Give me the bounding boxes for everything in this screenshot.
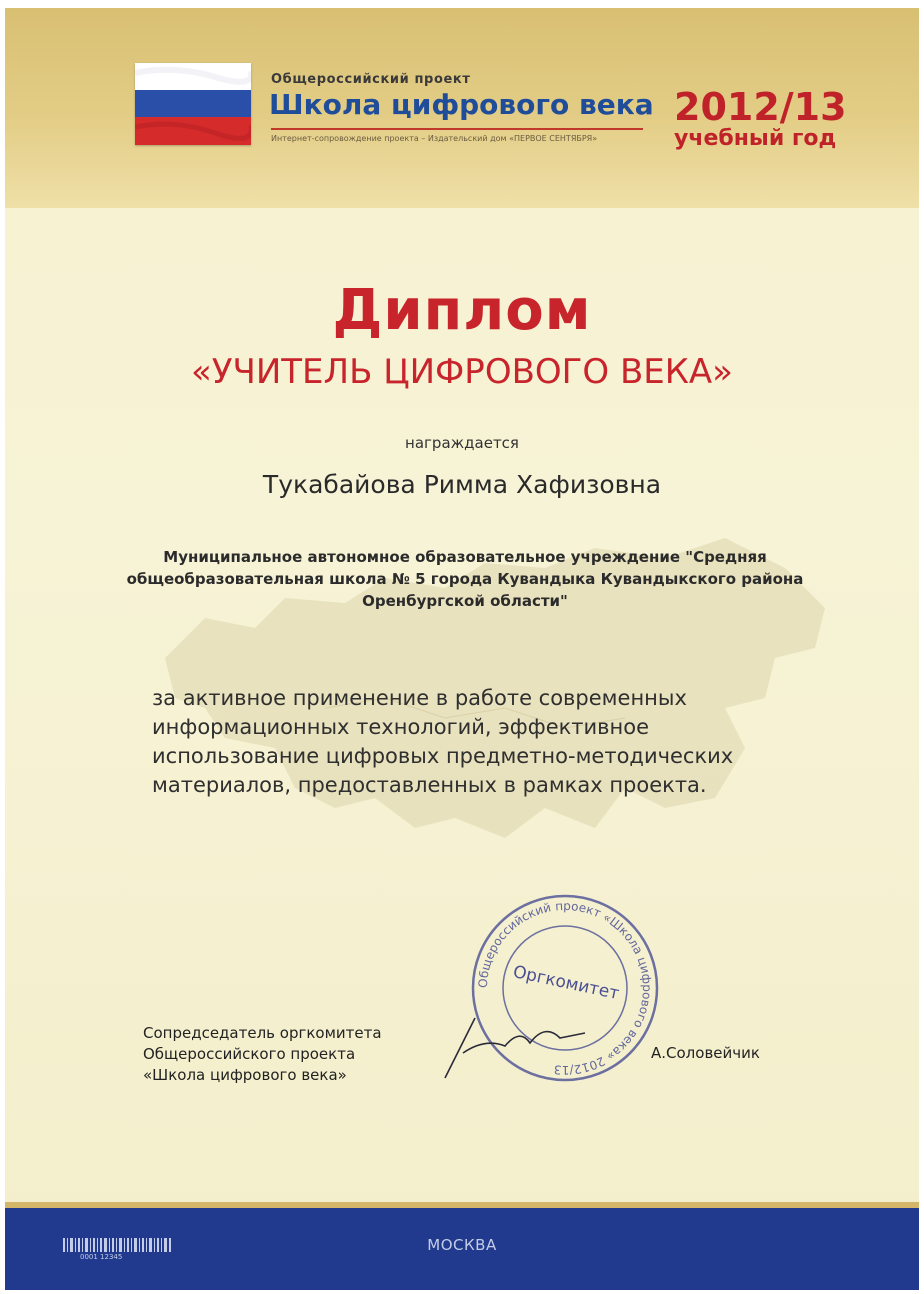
- diploma-title: Диплом: [332, 278, 592, 343]
- handwritten-signature: [435, 998, 615, 1088]
- header-band: [5, 8, 919, 208]
- signatory-name: А.Соловейчик: [651, 1044, 760, 1062]
- stamp-ring-text: Общероссийский проект «Школа цифрового века» 2012/13: [475, 898, 655, 1078]
- signatory-title-line2: Общероссийского проекта: [143, 1045, 356, 1063]
- russian-flag-icon: [135, 63, 251, 145]
- header-divider: [271, 128, 643, 130]
- project-name: Школа цифрового века: [269, 88, 654, 121]
- diploma-sheet: [5, 8, 919, 1290]
- footer-band: [5, 1208, 919, 1290]
- barcode-number: 0001 12345: [80, 1253, 123, 1261]
- project-small-label: Общероссийский проект: [271, 72, 471, 87]
- recipient-name: Тукабайова Римма Хафизовна: [262, 470, 662, 499]
- signatory-title-line3: «Школа цифрового века»: [143, 1066, 347, 1084]
- diploma-subtitle: «УЧИТЕЛЬ ЦИФРОВОГО ВЕКА»: [191, 352, 733, 392]
- project-publisher-note: Интернет-сопровождение проекта – Издательский дом «ПЕРВОЕ СЕНТЯБРЯ»: [271, 134, 598, 143]
- signatory-title-line1: Сопредседатель оргкомитета: [143, 1024, 382, 1042]
- school-year-label: учебный год: [674, 126, 837, 151]
- awarded-label: награждается: [405, 434, 519, 452]
- signatory-title: [143, 1023, 443, 1086]
- stamp-center-text: Оргкомитет: [511, 962, 621, 1005]
- school-year: 2012/13: [674, 85, 847, 129]
- award-reason: за активное применение в работе современных информационных технологий, эффективное использование цифровых предметно-методических материалов, предоставленных в рамках проекта.: [152, 686, 734, 797]
- footer-city: МОСКВА: [427, 1236, 497, 1254]
- school-name: Муниципальное автономное образовательное учреждение "Средняя общеобразовательная школа № 5 города Кувандыка Кувандыкского района Оренбургской области": [126, 548, 804, 610]
